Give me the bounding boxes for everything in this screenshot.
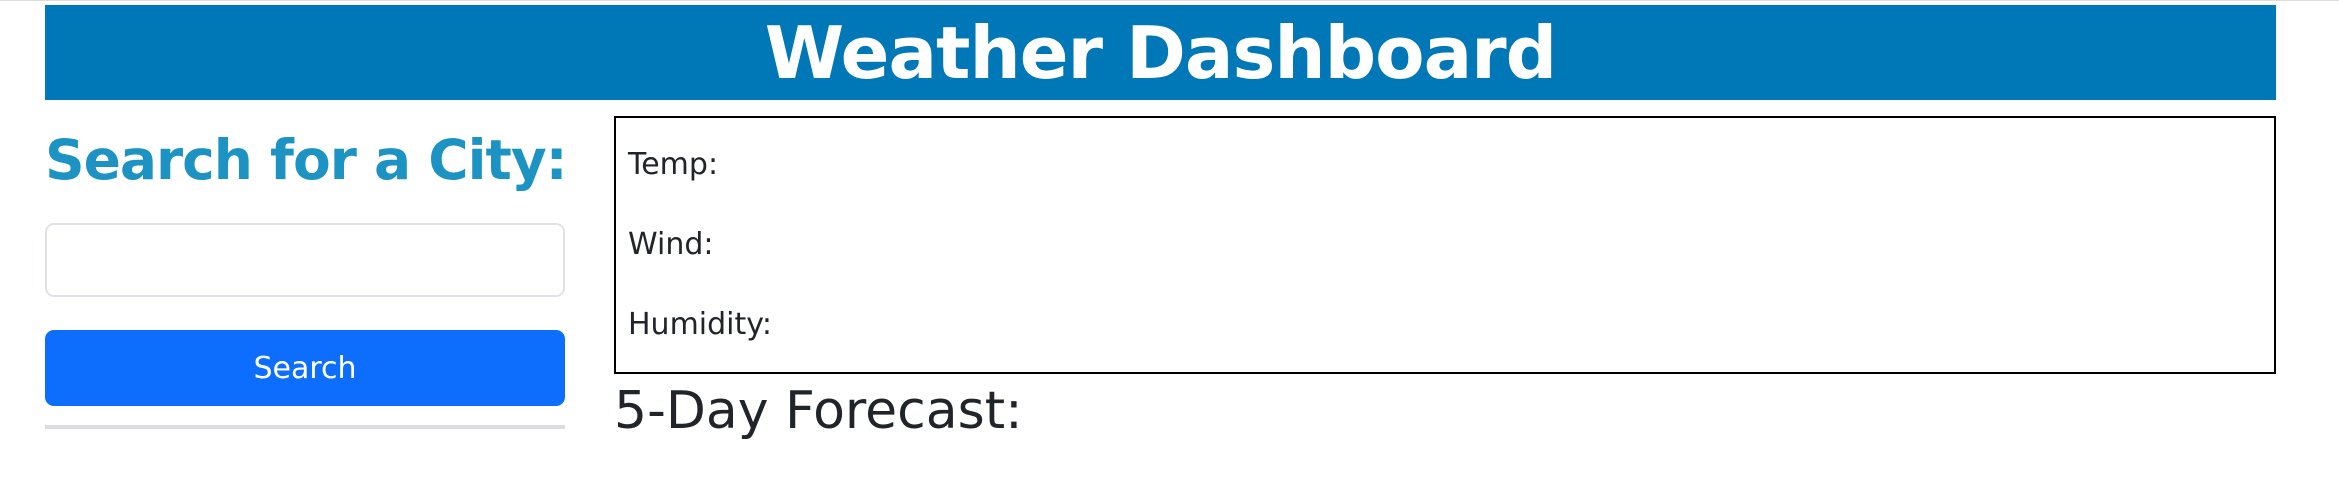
top-border-line bbox=[0, 0, 2339, 1]
search-button[interactable]: Search bbox=[45, 330, 565, 406]
forecast-heading: 5-Day Forecast: bbox=[614, 381, 1023, 441]
search-history-divider bbox=[45, 425, 565, 429]
current-weather-card bbox=[614, 116, 2276, 374]
humidity-label: Humidity: bbox=[628, 307, 772, 342]
temp-label: Temp: bbox=[628, 147, 719, 182]
city-search-input[interactable] bbox=[45, 223, 565, 297]
search-heading: Search for a City: bbox=[45, 128, 567, 192]
page-title: Weather Dashboard bbox=[764, 10, 1557, 95]
page-header bbox=[45, 5, 2276, 100]
wind-label: Wind: bbox=[628, 227, 714, 262]
